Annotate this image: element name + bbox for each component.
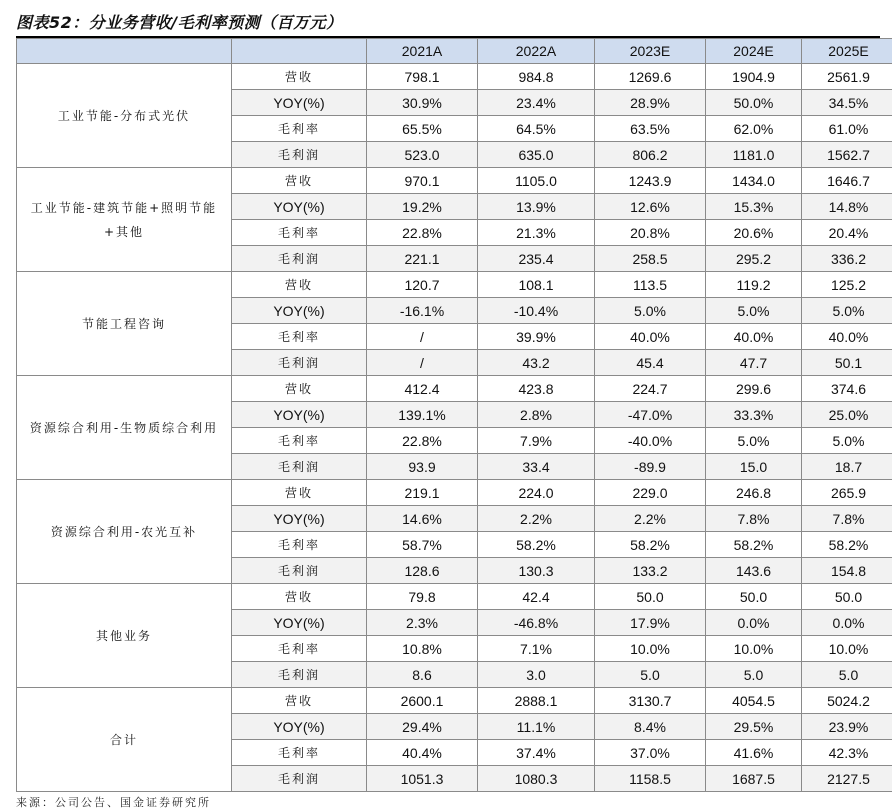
value-cell: 2.2% bbox=[478, 506, 595, 532]
value-cell: 798.1 bbox=[367, 64, 478, 90]
value-cell: 2.8% bbox=[478, 402, 595, 428]
value-cell: 8.4% bbox=[595, 714, 706, 740]
value-cell: -89.9 bbox=[595, 454, 706, 480]
header-metric bbox=[232, 39, 367, 64]
metric-label: 毛利润 bbox=[232, 558, 367, 584]
metric-label: 毛利润 bbox=[232, 766, 367, 792]
segment-name: 节能工程咨询 bbox=[17, 272, 232, 376]
metric-label: 毛利率 bbox=[232, 116, 367, 142]
metric-label: 营收 bbox=[232, 272, 367, 298]
table-row bbox=[17, 688, 892, 714]
value-cell: 17.9% bbox=[595, 610, 706, 636]
value-cell: 50.0 bbox=[802, 584, 892, 610]
value-cell: 1158.5 bbox=[595, 766, 706, 792]
metric-label: YOY(%) bbox=[232, 402, 367, 428]
value-cell: 1687.5 bbox=[706, 766, 802, 792]
value-cell: 1562.7 bbox=[802, 142, 892, 168]
metric-label: 毛利润 bbox=[232, 454, 367, 480]
value-cell: 10.0% bbox=[706, 636, 802, 662]
value-cell: 970.1 bbox=[367, 168, 478, 194]
metric-label: 毛利润 bbox=[232, 142, 367, 168]
value-cell: 12.6% bbox=[595, 194, 706, 220]
value-cell: 113.5 bbox=[595, 272, 706, 298]
value-cell: 154.8 bbox=[802, 558, 892, 584]
value-cell: 79.8 bbox=[367, 584, 478, 610]
value-cell: 14.6% bbox=[367, 506, 478, 532]
value-cell: 19.2% bbox=[367, 194, 478, 220]
value-cell: 130.3 bbox=[478, 558, 595, 584]
value-cell: 4054.5 bbox=[706, 688, 802, 714]
metric-label: YOY(%) bbox=[232, 714, 367, 740]
value-cell: 14.8% bbox=[802, 194, 892, 220]
header-year: 2024E bbox=[706, 39, 802, 64]
value-cell: 265.9 bbox=[802, 480, 892, 506]
value-cell: 50.1 bbox=[802, 350, 892, 376]
header-corner bbox=[17, 39, 232, 64]
value-cell: 1243.9 bbox=[595, 168, 706, 194]
value-cell: 64.5% bbox=[478, 116, 595, 142]
value-cell: 40.0% bbox=[595, 324, 706, 350]
value-cell: 25.0% bbox=[802, 402, 892, 428]
value-cell: 295.2 bbox=[706, 246, 802, 272]
metric-label: YOY(%) bbox=[232, 90, 367, 116]
forecast-table bbox=[16, 38, 892, 792]
header-year: 2021A bbox=[367, 39, 478, 64]
value-cell: 5.0 bbox=[595, 662, 706, 688]
value-cell: 374.6 bbox=[802, 376, 892, 402]
value-cell: 20.4% bbox=[802, 220, 892, 246]
metric-label: 毛利率 bbox=[232, 740, 367, 766]
metric-label: YOY(%) bbox=[232, 298, 367, 324]
value-cell: -47.0% bbox=[595, 402, 706, 428]
header-year: 2022A bbox=[478, 39, 595, 64]
value-cell: 45.4 bbox=[595, 350, 706, 376]
metric-label: 毛利率 bbox=[232, 324, 367, 350]
value-cell: 224.7 bbox=[595, 376, 706, 402]
value-cell: 20.8% bbox=[595, 220, 706, 246]
value-cell: 1105.0 bbox=[478, 168, 595, 194]
value-cell: / bbox=[367, 324, 478, 350]
value-cell: 5.0 bbox=[706, 662, 802, 688]
value-cell: 5.0% bbox=[595, 298, 706, 324]
value-cell: 0.0% bbox=[802, 610, 892, 636]
table-row bbox=[17, 480, 892, 506]
value-cell: -16.1% bbox=[367, 298, 478, 324]
value-cell: 37.4% bbox=[478, 740, 595, 766]
value-cell: 50.0 bbox=[595, 584, 706, 610]
segment-name: 工业节能-建筑节能+照明节能+其他 bbox=[17, 168, 232, 272]
value-cell: 50.0% bbox=[706, 90, 802, 116]
value-cell: 13.9% bbox=[478, 194, 595, 220]
value-cell: 128.6 bbox=[367, 558, 478, 584]
value-cell: / bbox=[367, 350, 478, 376]
value-cell: 39.9% bbox=[478, 324, 595, 350]
value-cell: 40.4% bbox=[367, 740, 478, 766]
value-cell: 1646.7 bbox=[802, 168, 892, 194]
value-cell: 2600.1 bbox=[367, 688, 478, 714]
value-cell: 62.0% bbox=[706, 116, 802, 142]
value-cell: 22.8% bbox=[367, 220, 478, 246]
value-cell: 33.4 bbox=[478, 454, 595, 480]
metric-label: 毛利率 bbox=[232, 428, 367, 454]
metric-label: 营收 bbox=[232, 688, 367, 714]
metric-label: 营收 bbox=[232, 64, 367, 90]
value-cell: 120.7 bbox=[367, 272, 478, 298]
value-cell: 93.9 bbox=[367, 454, 478, 480]
value-cell: 2.3% bbox=[367, 610, 478, 636]
value-cell: 119.2 bbox=[706, 272, 802, 298]
header-year: 2025E bbox=[802, 39, 892, 64]
value-cell: 423.8 bbox=[478, 376, 595, 402]
value-cell: 5.0% bbox=[802, 428, 892, 454]
value-cell: 5024.2 bbox=[802, 688, 892, 714]
value-cell: 34.5% bbox=[802, 90, 892, 116]
value-cell: 1269.6 bbox=[595, 64, 706, 90]
value-cell: 412.4 bbox=[367, 376, 478, 402]
segment-name: 工业节能-分布式光伏 bbox=[17, 64, 232, 168]
value-cell: 5.0% bbox=[706, 298, 802, 324]
value-cell: 41.6% bbox=[706, 740, 802, 766]
value-cell: 58.7% bbox=[367, 532, 478, 558]
value-cell: 28.9% bbox=[595, 90, 706, 116]
segment-name: 其他业务 bbox=[17, 584, 232, 688]
value-cell: 2888.1 bbox=[478, 688, 595, 714]
metric-label: 毛利率 bbox=[232, 636, 367, 662]
value-cell: 806.2 bbox=[595, 142, 706, 168]
value-cell: 7.9% bbox=[478, 428, 595, 454]
table-body bbox=[17, 64, 892, 792]
value-cell: 65.5% bbox=[367, 116, 478, 142]
metric-label: 营收 bbox=[232, 584, 367, 610]
value-cell: 5.0 bbox=[802, 662, 892, 688]
table-title: 图表52：分业务营收/毛利率预测（百万元） bbox=[16, 10, 343, 33]
value-cell: 984.8 bbox=[478, 64, 595, 90]
value-cell: -46.8% bbox=[478, 610, 595, 636]
header-row bbox=[17, 39, 892, 64]
value-cell: 1904.9 bbox=[706, 64, 802, 90]
value-cell: 10.0% bbox=[595, 636, 706, 662]
metric-label: YOY(%) bbox=[232, 194, 367, 220]
segment-name: 合计 bbox=[17, 688, 232, 792]
value-cell: 133.2 bbox=[595, 558, 706, 584]
value-cell: 2.2% bbox=[595, 506, 706, 532]
metric-label: 营收 bbox=[232, 480, 367, 506]
value-cell: 3.0 bbox=[478, 662, 595, 688]
value-cell: -10.4% bbox=[478, 298, 595, 324]
value-cell: 7.8% bbox=[706, 506, 802, 532]
value-cell: 139.1% bbox=[367, 402, 478, 428]
value-cell: 635.0 bbox=[478, 142, 595, 168]
value-cell: 246.8 bbox=[706, 480, 802, 506]
metric-label: 毛利润 bbox=[232, 350, 367, 376]
metric-label: 毛利润 bbox=[232, 662, 367, 688]
value-cell: 2561.9 bbox=[802, 64, 892, 90]
value-cell: 1434.0 bbox=[706, 168, 802, 194]
value-cell: 21.3% bbox=[478, 220, 595, 246]
metric-label: YOY(%) bbox=[232, 506, 367, 532]
header-year: 2023E bbox=[595, 39, 706, 64]
value-cell: 15.0 bbox=[706, 454, 802, 480]
value-cell: 61.0% bbox=[802, 116, 892, 142]
source-note: 来源：公司公告、国金证券研究所 bbox=[16, 794, 211, 810]
metric-label: 毛利润 bbox=[232, 246, 367, 272]
table-row bbox=[17, 376, 892, 402]
value-cell: 40.0% bbox=[802, 324, 892, 350]
metric-label: 毛利率 bbox=[232, 532, 367, 558]
value-cell: 58.2% bbox=[802, 532, 892, 558]
value-cell: 58.2% bbox=[706, 532, 802, 558]
value-cell: 235.4 bbox=[478, 246, 595, 272]
table-row bbox=[17, 272, 892, 298]
value-cell: 47.7 bbox=[706, 350, 802, 376]
value-cell: 50.0 bbox=[706, 584, 802, 610]
value-cell: 20.6% bbox=[706, 220, 802, 246]
value-cell: 63.5% bbox=[595, 116, 706, 142]
metric-label: YOY(%) bbox=[232, 610, 367, 636]
value-cell: 18.7 bbox=[802, 454, 892, 480]
value-cell: 523.0 bbox=[367, 142, 478, 168]
value-cell: 219.1 bbox=[367, 480, 478, 506]
value-cell: 42.3% bbox=[802, 740, 892, 766]
value-cell: 0.0% bbox=[706, 610, 802, 636]
value-cell: 299.6 bbox=[706, 376, 802, 402]
value-cell: 3130.7 bbox=[595, 688, 706, 714]
segment-name: 资源综合利用-农光互补 bbox=[17, 480, 232, 584]
value-cell: 43.2 bbox=[478, 350, 595, 376]
value-cell: 1181.0 bbox=[706, 142, 802, 168]
value-cell: 29.5% bbox=[706, 714, 802, 740]
value-cell: 2127.5 bbox=[802, 766, 892, 792]
value-cell: 5.0% bbox=[706, 428, 802, 454]
value-cell: 7.8% bbox=[802, 506, 892, 532]
value-cell: 1080.3 bbox=[478, 766, 595, 792]
value-cell: 224.0 bbox=[478, 480, 595, 506]
value-cell: 108.1 bbox=[478, 272, 595, 298]
table-row bbox=[17, 168, 892, 194]
value-cell: 58.2% bbox=[478, 532, 595, 558]
segment-name: 资源综合利用-生物质综合利用 bbox=[17, 376, 232, 480]
value-cell: 10.0% bbox=[802, 636, 892, 662]
value-cell: 15.3% bbox=[706, 194, 802, 220]
value-cell: 37.0% bbox=[595, 740, 706, 766]
metric-label: 营收 bbox=[232, 168, 367, 194]
value-cell: 221.1 bbox=[367, 246, 478, 272]
value-cell: 143.6 bbox=[706, 558, 802, 584]
value-cell: 30.9% bbox=[367, 90, 478, 116]
value-cell: 40.0% bbox=[706, 324, 802, 350]
table-row bbox=[17, 584, 892, 610]
value-cell: 22.8% bbox=[367, 428, 478, 454]
value-cell: 58.2% bbox=[595, 532, 706, 558]
value-cell: 33.3% bbox=[706, 402, 802, 428]
table-row bbox=[17, 64, 892, 90]
value-cell: 229.0 bbox=[595, 480, 706, 506]
value-cell: 8.6 bbox=[367, 662, 478, 688]
value-cell: 42.4 bbox=[478, 584, 595, 610]
value-cell: -40.0% bbox=[595, 428, 706, 454]
metric-label: 毛利率 bbox=[232, 220, 367, 246]
value-cell: 29.4% bbox=[367, 714, 478, 740]
value-cell: 7.1% bbox=[478, 636, 595, 662]
value-cell: 10.8% bbox=[367, 636, 478, 662]
value-cell: 125.2 bbox=[802, 272, 892, 298]
value-cell: 23.9% bbox=[802, 714, 892, 740]
value-cell: 5.0% bbox=[802, 298, 892, 324]
value-cell: 258.5 bbox=[595, 246, 706, 272]
value-cell: 336.2 bbox=[802, 246, 892, 272]
value-cell: 11.1% bbox=[478, 714, 595, 740]
value-cell: 23.4% bbox=[478, 90, 595, 116]
metric-label: 营收 bbox=[232, 376, 367, 402]
value-cell: 1051.3 bbox=[367, 766, 478, 792]
